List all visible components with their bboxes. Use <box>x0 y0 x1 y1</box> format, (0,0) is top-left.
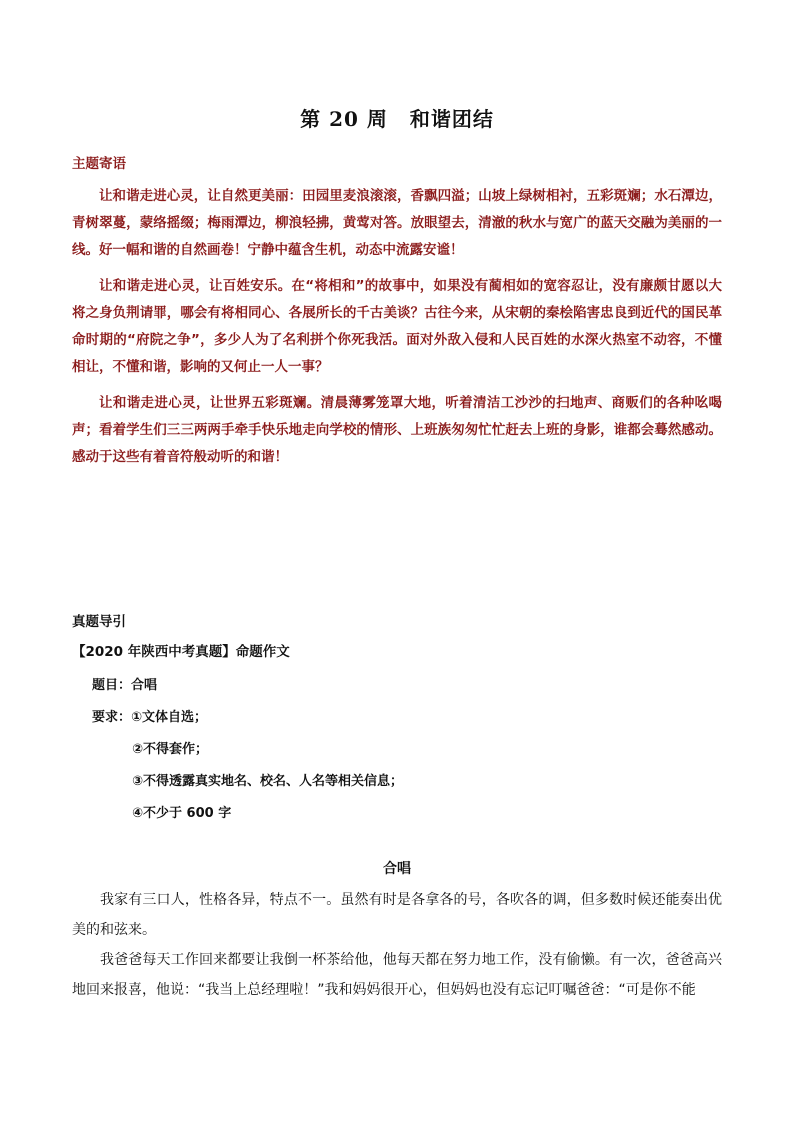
requirement-3: ③不得透露真实地名、校名、人名等相关信息； <box>132 774 404 789</box>
theme-paragraph: 让和谐走进心灵，让自然更美丽：田园里麦浪滚滚，香飘四溢；山坡上绿树相衬，五彩斑斓；水石潭边，青树翠蔓，蒙络摇缀；梅雨潭边，柳浪轻拂，黄莺对答。放眼望去，清澈的秋水与宽广的蓝天交融为美丽的一线。好一幅和谐的自然画卷！宁静中蕴含生机，动态中流露安谧！ <box>72 188 722 258</box>
essay-topic: 题目：合唱 <box>92 678 158 693</box>
requirement-4: ④不少于 600 字 <box>132 806 232 821</box>
essay-body <box>72 885 722 1005</box>
page-title <box>0 103 794 132</box>
theme-paragraph: 让和谐走进心灵，让世界五彩斑斓。清晨薄雾笼罩大地，听着清洁工沙沙的扫地声、商贩们的各种吆喝声；看着学生们三三两两手牵手快乐地走向学校的情形、上班族匆匆忙忙赶去上班的身影，谁都会蓦然感动。感动于这些有着音符般动听的和谐！ <box>72 395 722 465</box>
essay-paragraph: 我爸爸每天工作回来都要让我倒一杯茶给他，他每天都在努力地工作，没有偷懒。有一次，爸爸高兴地回来报喜，他说：“我当上总经理啦！”我和妈妈很开心，但妈妈也没有忘记叮嘱爸爸：“可是你不能 <box>72 952 722 998</box>
theme-message <box>72 183 722 480</box>
essay-title: 合唱 <box>383 861 411 877</box>
exam-heading: 真题导引 <box>72 614 126 630</box>
title-theme: 和谐团结 <box>409 107 494 131</box>
exam-title: 【2020 年陕西中考真题】命题作文 <box>72 644 290 660</box>
requirement-1: 要求：①文体自选； <box>92 710 208 725</box>
title-week: 第 20 周 <box>300 107 388 131</box>
theme-heading: 主题寄语 <box>72 156 126 172</box>
essay-paragraph: 我家有三口人，性格各异，特点不一。虽然有时是各拿各的号，各吹各的调，但多数时候还能奏出优美的和弦来。 <box>72 892 722 938</box>
theme-paragraph: 让和谐走进心灵，让百姓安乐。在“将相和”的故事中，如果没有蔺相如的宽容忍让，没有廉颇甘愿以大将之身负荆请罪，哪会有将相同心、各展所长的千古美谈？古往今来，从宋朝的秦桧陷害忠良到近代的国民革命时期的“府院之争”，多少人为了名利拼个你死我活。面对外敌入侵和人民百姓的水深火热室不动容，不懂相让，不懂和谐，影响的又何止一人一事？ <box>72 278 722 375</box>
requirement-2: ②不得套作； <box>132 742 209 757</box>
